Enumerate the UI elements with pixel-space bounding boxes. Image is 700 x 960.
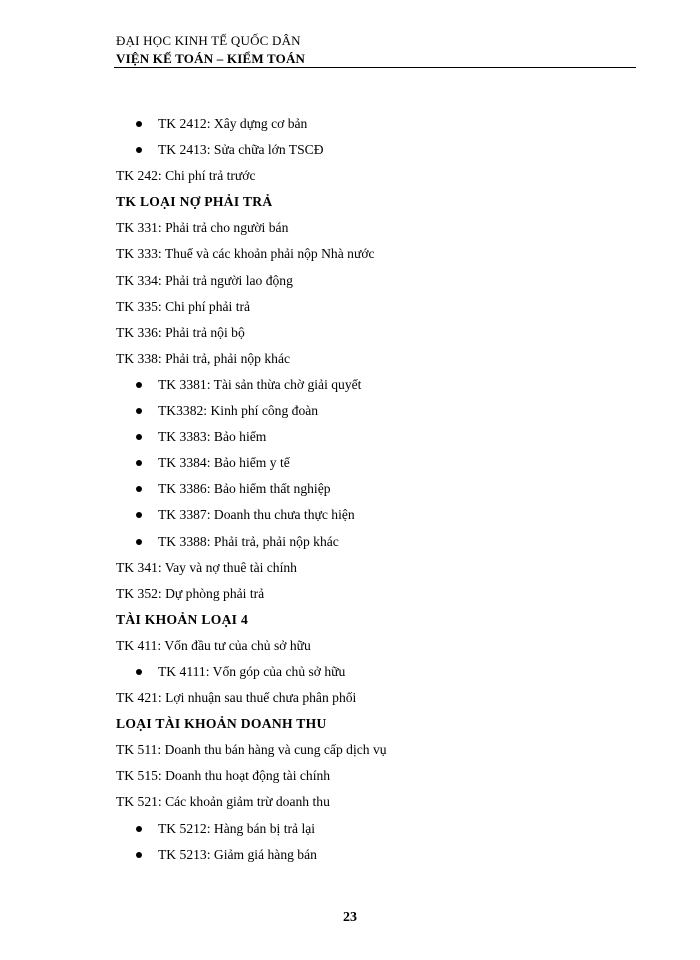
line-text: TK 3384: Bảo hiểm y tế [158,455,290,471]
line-text: TK 331: Phải trả cho người bán [116,220,289,236]
institute-name: VIỆN KẾ TOÁN – KIỂM TOÁN [116,51,306,66]
account-line [116,766,636,792]
bullet-icon [136,826,142,832]
line-text: TK 3387: Doanh thu chưa thực hiện [158,507,355,523]
bullet-list-item [116,140,636,166]
account-line [116,558,636,584]
account-list [116,114,636,871]
account-line [116,792,636,818]
line-text: TK 352: Dự phòng phải trả [116,585,265,601]
university-name: ĐẠI HỌC KINH TẾ QUỐC DÂN [116,33,301,48]
bullet-list-item [116,532,636,558]
bullet-list-item [116,505,636,531]
line-text: TK 521: Các khoản giảm trừ doanh thu [116,794,330,810]
line-text: TK3382: Kinh phí công đoàn [158,403,319,419]
bullet-icon [136,147,142,153]
account-line [116,166,636,192]
line-text: TK 4111: Vốn góp của chủ sở hữu [158,663,346,679]
bullet-icon [136,512,142,518]
line-text: LOẠI TÀI KHOẢN DOANH THU [116,716,327,732]
line-text: TK 2413: Sửa chữa lớn TSCĐ [158,142,324,158]
line-text: TK 411: Vốn đầu tư của chủ sở hữu [116,637,311,653]
account-line [116,688,636,714]
header-divider [114,67,636,68]
bullet-list-item [116,453,636,479]
line-text: TK 334: Phải trả người lao động [116,272,293,288]
line-text: TK 3381: Tài sản thừa chờ giải quyết [158,376,362,392]
line-text: TK 3388: Phải trả, phải nộp khác [158,533,339,549]
line-text: TK 511: Doanh thu bán hàng và cung cấp dịch vụ [116,742,387,758]
bullet-list-item [116,375,636,401]
line-text: TK 338: Phải trả, phải nộp khác [116,350,291,366]
page-number: 23 [343,910,357,925]
bullet-list-item [116,427,636,453]
line-text: TK LOẠI NỢ PHẢI TRẢ [116,194,273,210]
account-line [116,584,636,610]
line-text: TK 421: Lợi nhuận sau thuế chưa phân phối [116,690,357,706]
bullet-icon [136,434,142,440]
section-heading [116,714,636,740]
line-text: TK 341: Vay và nợ thuê tài chính [116,559,297,575]
line-text: TK 242: Chi phí trả trước [116,168,256,184]
account-line [116,740,636,766]
bullet-icon [136,669,142,675]
line-text: TK 2412: Xây dựng cơ bản [158,116,308,131]
line-text: TK 515: Doanh thu hoạt động tài chính [116,768,331,784]
bullet-icon [136,852,142,858]
line-text: TÀI KHOẢN LOẠI 4 [116,611,249,627]
account-line [116,271,636,297]
bullet-list-item [116,114,636,140]
line-text: TK 5213: Giảm giá hàng bán [158,846,317,862]
bullet-icon [136,121,142,127]
account-line [116,244,636,270]
bullet-list-item [116,845,636,871]
account-line [116,349,636,375]
bullet-icon [136,539,142,545]
account-line [116,218,636,244]
account-line [116,636,636,662]
section-heading [116,192,636,218]
line-text: TK 333: Thuế và các khoản phải nộp Nhà nước [116,246,375,262]
line-text: TK 3386: Bảo hiểm thất nghiệp [158,481,331,497]
bullet-icon [136,382,142,388]
bullet-icon [136,486,142,492]
bullet-icon [136,408,142,414]
bullet-list-item [116,819,636,845]
line-text: TK 3383: Bảo hiểm [158,429,267,445]
account-line [116,323,636,349]
line-text: TK 336: Phải trả nội bộ [116,324,245,340]
account-line [116,297,636,323]
bullet-list-item [116,662,636,688]
bullet-list-item [116,401,636,427]
page-header [116,32,636,67]
line-text: TK 335: Chi phí phải trả [116,298,251,314]
bullet-list-item [116,479,636,505]
bullet-icon [136,460,142,466]
line-text: TK 5212: Hàng bán bị trả lại [158,820,316,836]
section-heading [116,610,636,636]
